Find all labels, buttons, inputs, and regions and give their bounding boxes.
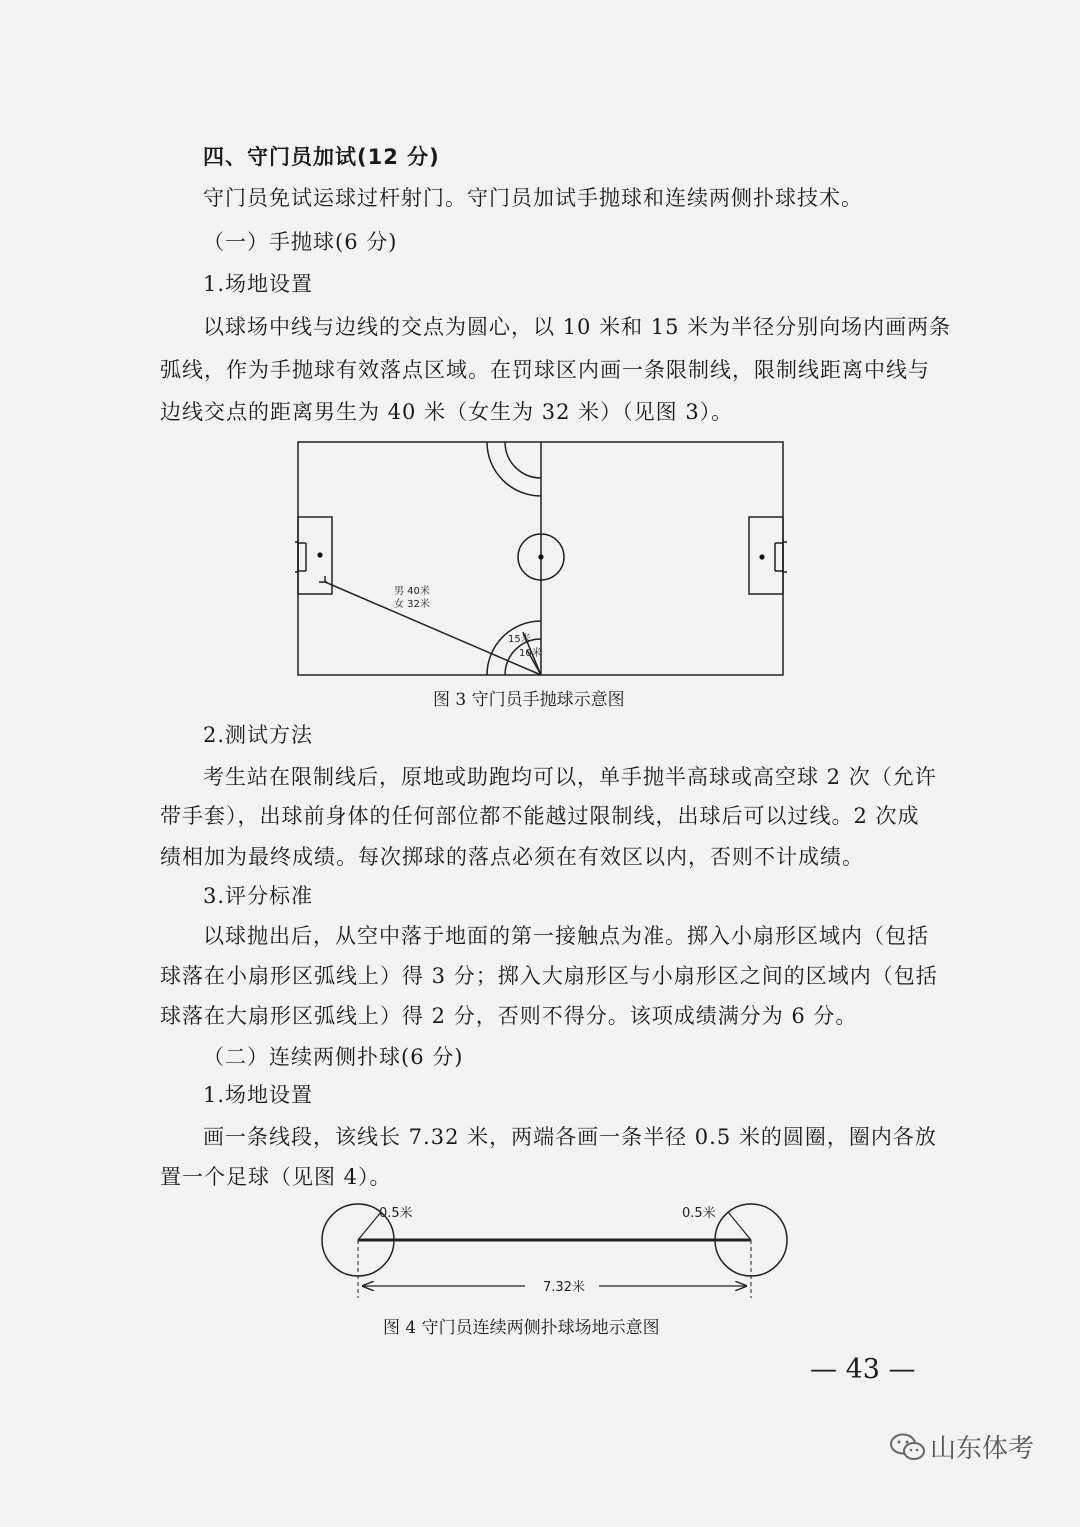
part1-method-line-3: 绩相加为最终成绩。每次掷球的落点必须在有效区以内，否则不计成绩。	[160, 845, 864, 869]
center-spot	[538, 554, 543, 559]
part1-setup-line-2: 弧线，作为手抛球有效落点区域。在罚球区内画一条限制线，限制线距离中线与	[160, 358, 930, 382]
right-radius	[728, 1212, 751, 1240]
part1-setup-line-1: 以球场中线与边线的交点为圆心，以 10 米和 15 米为半径分别向场内画两条	[203, 315, 952, 339]
part1-scoring-line-3: 球落在大扇形区弧线上）得 2 分，否则不得分。该项成绩满分为 6 分。	[160, 1004, 858, 1028]
r15-label: 15米	[508, 634, 531, 645]
left-radius-label: 0.5米	[379, 1206, 413, 1221]
wechat-icon	[888, 1432, 928, 1462]
part1-title: （一）手抛球(6 分)	[203, 230, 398, 254]
distance-line	[325, 582, 541, 675]
figure4-caption: 图 4 守门员连续两侧扑球场地示意图	[383, 1318, 660, 1338]
part2-title: （二）连续两侧扑球(6 分)	[203, 1045, 464, 1069]
part1-scoring-line-2: 球落在小扇形区弧线上）得 3 分；掷入大扇形区与小扇形区之间的区域内（包括	[160, 964, 938, 988]
right-goal	[783, 542, 787, 572]
right-penalty-spot	[759, 554, 764, 559]
left-radius	[358, 1212, 381, 1240]
right-radius-label: 0.5米	[682, 1206, 716, 1221]
top-outer-arc	[487, 442, 541, 496]
field-diagram	[295, 440, 787, 680]
part1-setup-line-3: 边线交点的距离男生为 40 米（女生为 32 米）（见图 3）。	[160, 400, 734, 424]
part1-method-line-1: 考生站在限制线后，原地或助跑均可以，单手抛半高球或高空球 2 次（允许	[203, 765, 937, 789]
top-inner-arc	[505, 442, 541, 478]
length-label: 7.32米	[543, 1280, 585, 1295]
watermark	[888, 1430, 1048, 1466]
part1-method-title: 2.测试方法	[203, 723, 314, 747]
part1-setup-title: 1.场地设置	[203, 272, 314, 296]
part2-setup-line-1: 画一条线段，该线长 7.32 米，两端各画一条半径 0.5 米的圆圈，圈内各放	[203, 1125, 937, 1149]
part2-setup-title: 1.场地设置	[203, 1083, 314, 1107]
r10-label: 10米	[519, 648, 542, 659]
section-intro: 守门员免试运球过杆射门。守门员加试手抛球和连续两侧扑球技术。	[203, 186, 863, 210]
left-penalty-spot	[317, 552, 322, 557]
male-distance-label: 男 40米	[394, 586, 430, 597]
section-heading: 四、守门员加试(12 分)	[203, 145, 440, 169]
watermark-text: 山东体考	[930, 1434, 1035, 1464]
female-distance-label: 女 32米	[394, 599, 430, 610]
part2-setup-line-2: 置一个足球（见图 4）。	[160, 1165, 392, 1189]
part1-method-line-2: 带手套），出球前身体的任何部位都不能越过限制线，出球后可以过线。2 次成	[160, 804, 920, 828]
page-number: — 43 —	[810, 1354, 916, 1385]
dive-diagram	[315, 1195, 795, 1307]
figure3-caption: 图 3 守门员手抛球示意图	[433, 690, 625, 710]
left-goal	[295, 542, 298, 572]
part1-scoring-line-1: 以球抛出后，从空中落于地面的第一接触点为准。掷入小扇形区域内（包括	[203, 924, 929, 948]
right-penalty-area	[749, 517, 783, 594]
part1-scoring-title: 3.评分标准	[203, 884, 314, 908]
